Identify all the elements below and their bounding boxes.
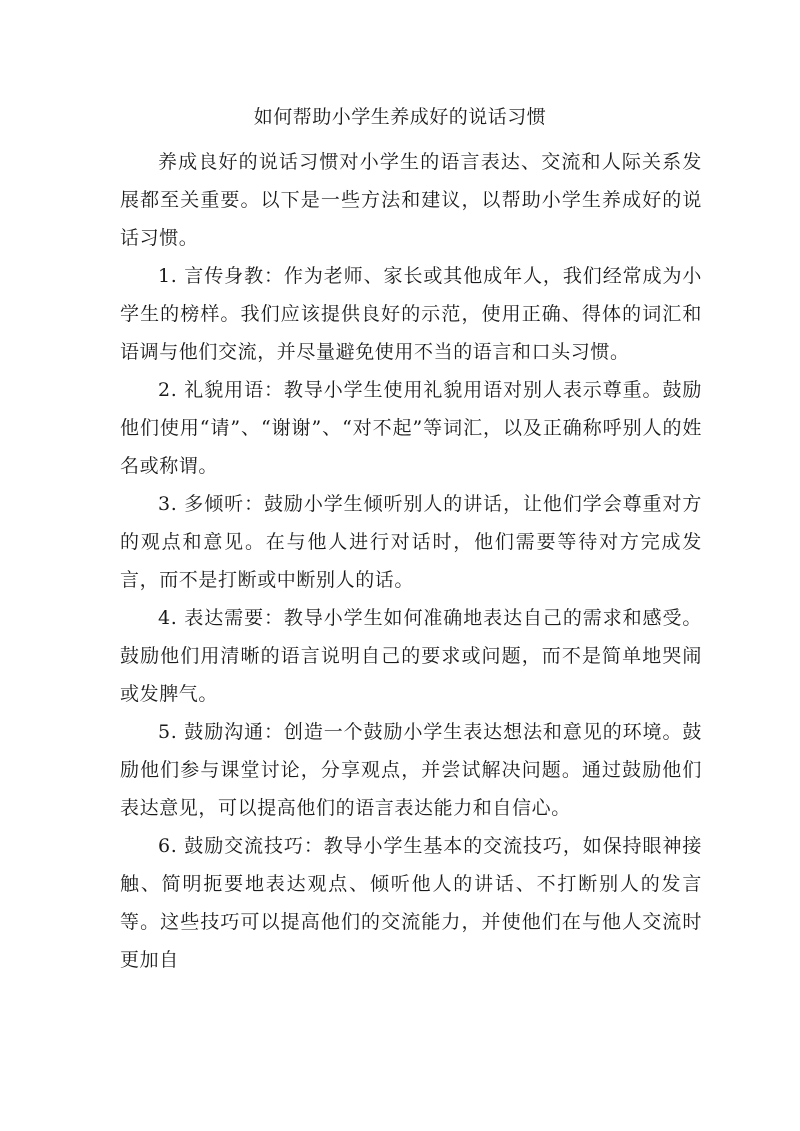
paragraph-1: 1. 言传身教：作为老师、家长或其他成年人，我们经常成为小学生的榜样。我们应该提供良好的示范，使用正确、得体的词汇和语调与他们交流，并尽量避免使用不当的语言和口头习惯。 [120, 265, 702, 363]
paragraph-4: 4. 表达需要：教导小学生如何准确地表达自己的需求和感受。鼓励他们用清晰的语言说明自己的要求或问题，而不是简单地哭闹或发脾气。 [120, 607, 702, 705]
intro-paragraph: 养成良好的说话习惯对小学生的语言表达、交流和人际关系发展都至关重要。以下是一些方法和建议，以帮助小学生养成好的说话习惯。 [120, 151, 702, 249]
paragraph-2: 2. 礼貌用语：教导小学生使用礼貌用语对别人表示尊重。鼓励他们使用“请”、“谢谢”、“对不起”等词汇，以及正确称呼别人的姓名或称谓。 [120, 379, 702, 477]
paragraph-3: 3. 多倾听：鼓励小学生倾听别人的讲话，让他们学会尊重对方的观点和意见。在与他人进行对话时，他们需要等待对方完成发言，而不是打断或中断别人的话。 [120, 493, 702, 591]
document-body [120, 143, 702, 979]
paragraph-5: 5. 鼓励沟通：创造一个鼓励小学生表达想法和意见的环境。鼓励他们参与课堂讨论，分享观点，并尝试解决问题。通过鼓励他们表达意见，可以提高他们的语言表达能力和自信心。 [120, 721, 702, 819]
document-title: 如何帮助小学生养成好的说话习惯 [253, 106, 547, 128]
paragraph-6: 6. 鼓励交流技巧：教导小学生基本的交流技巧，如保持眼神接触、简明扼要地表达观点、倾听他人的讲话、不打断别人的发言等。这些技巧可以提高他们的交流能力，并使他们在与他人交流时更加自 [120, 835, 702, 971]
